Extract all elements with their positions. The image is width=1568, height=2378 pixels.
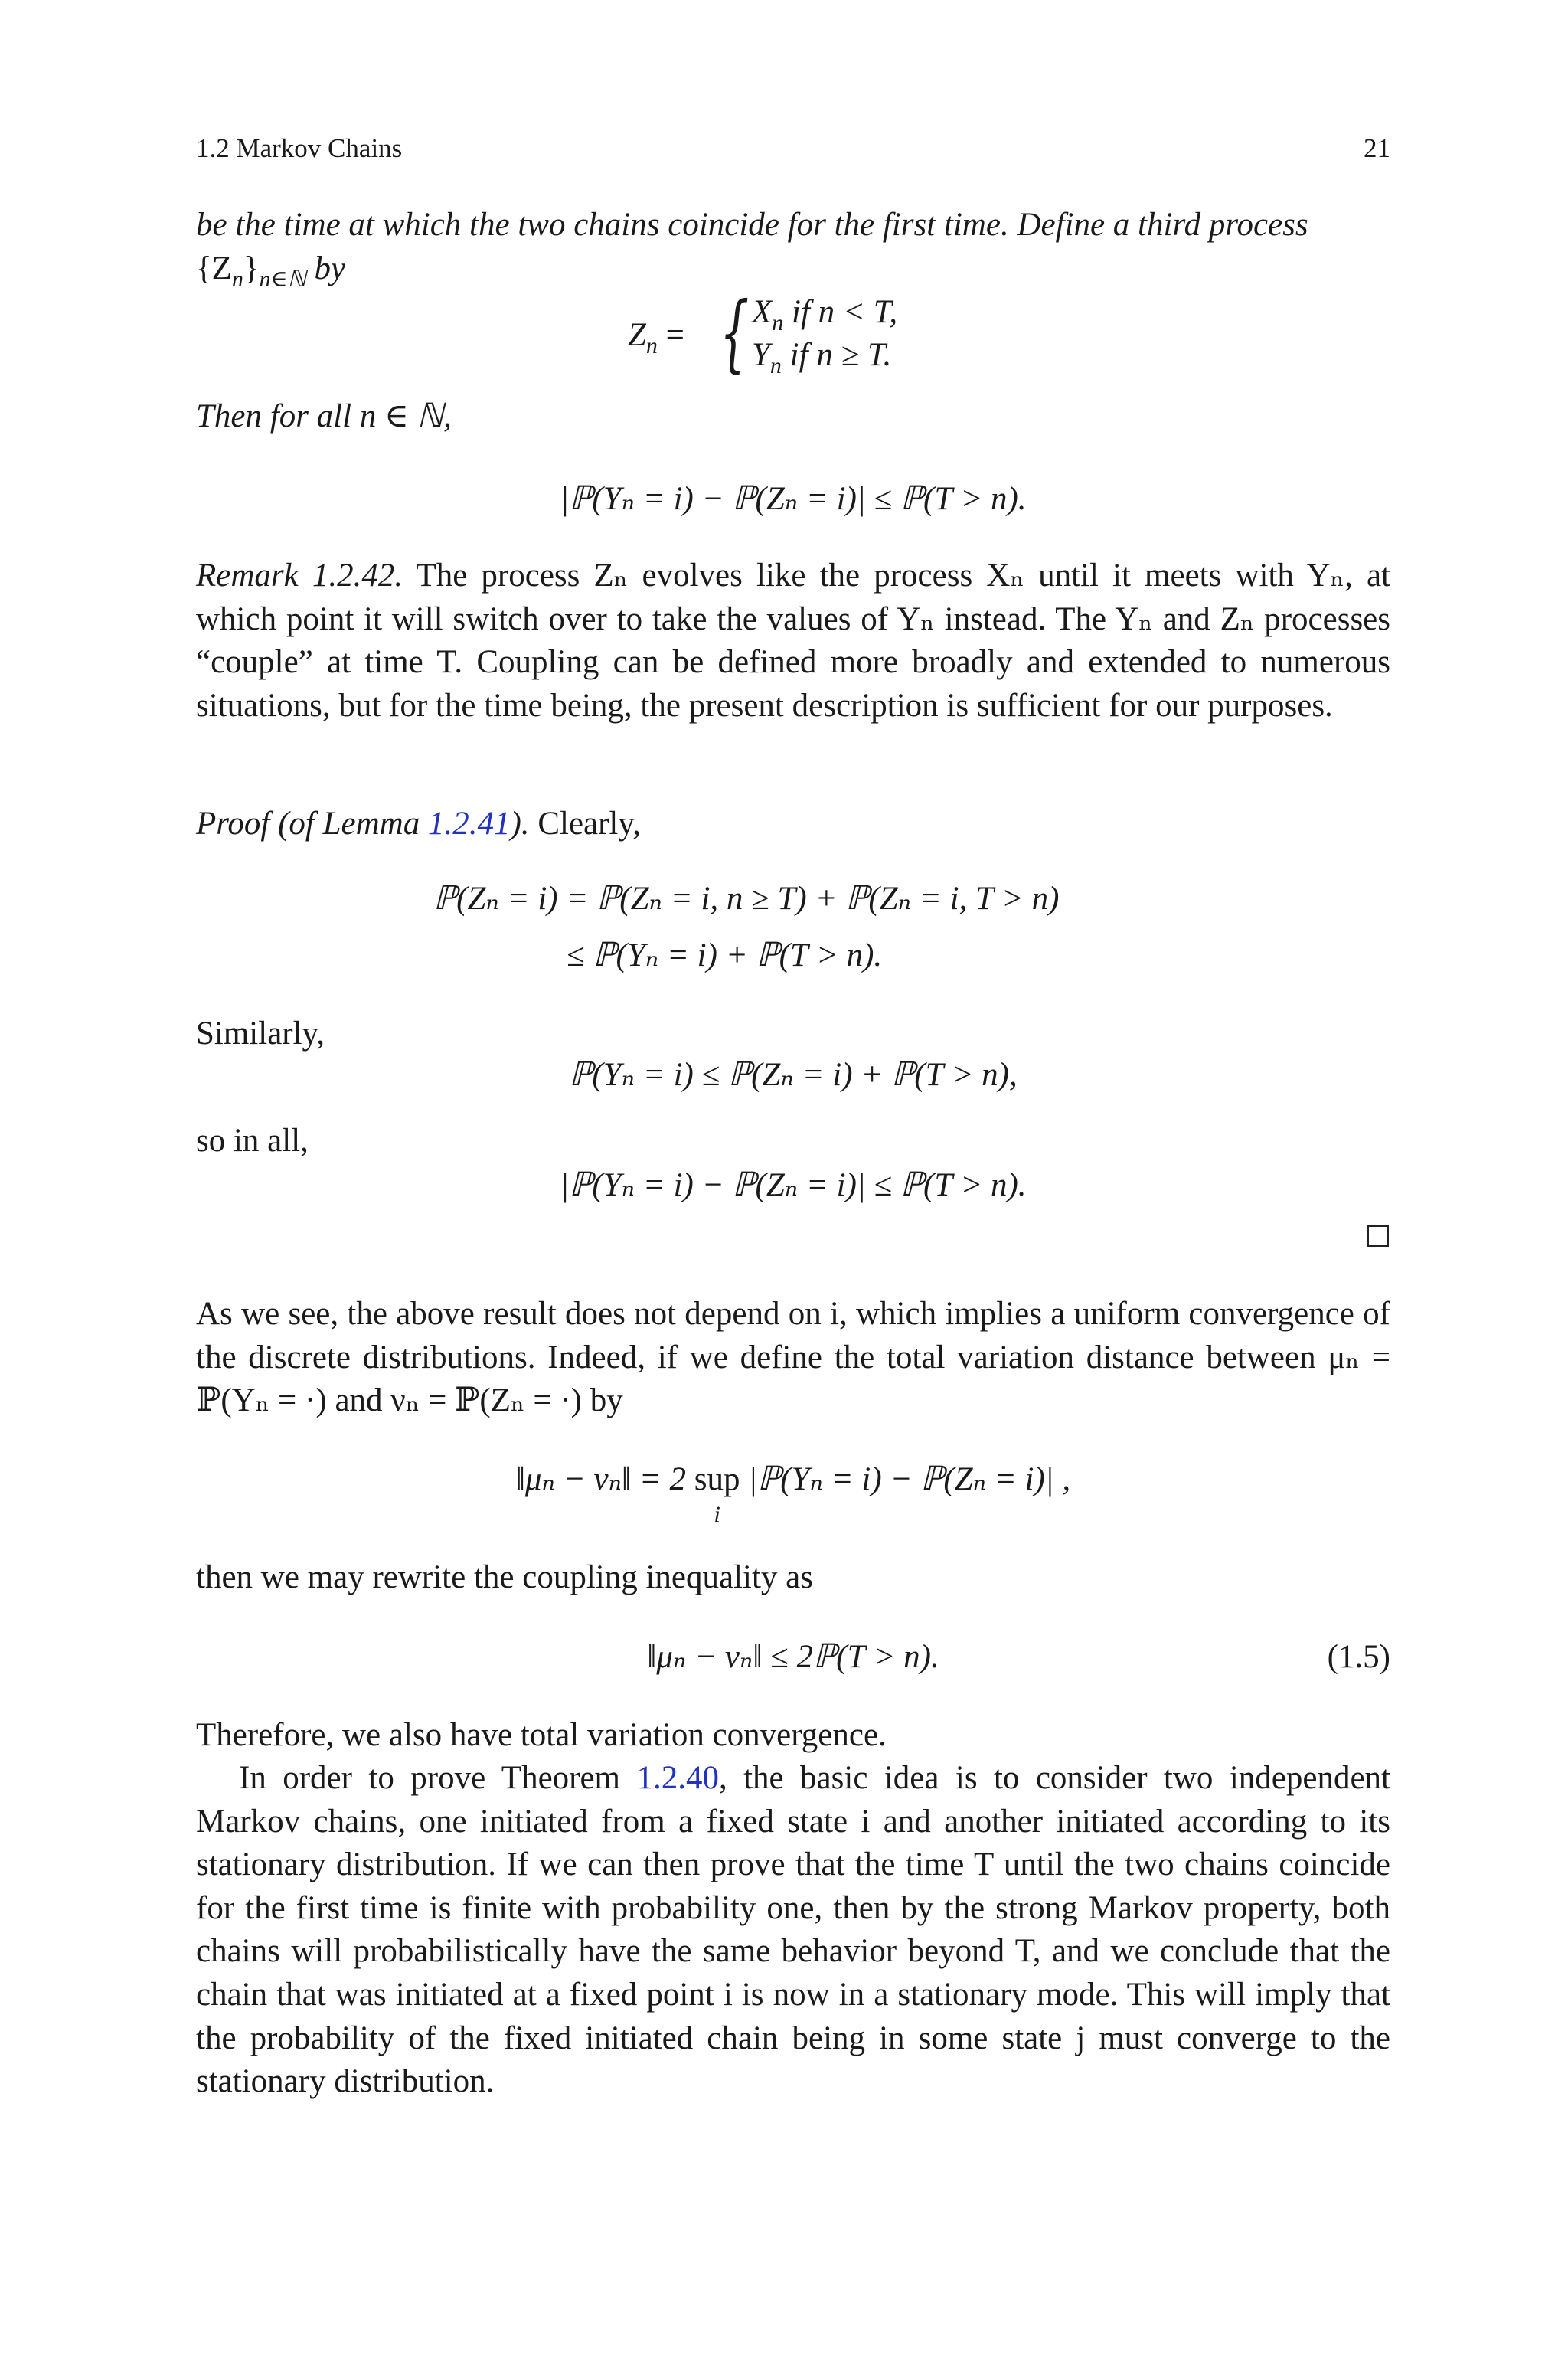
left-brace: { <box>720 283 750 381</box>
lemma-by: by <box>305 250 346 286</box>
proof-label-post: ). <box>510 806 530 842</box>
equation-proof-line-2: ≤ ℙ(Yₙ = i) + ℙ(T > n). <box>567 937 883 973</box>
proof-text: Clearly, <box>529 806 641 842</box>
process-set-open: {Z <box>196 250 232 286</box>
proof-label-pre: Proof (of Lemma <box>196 806 428 842</box>
tv-right: |ℙ(Yₙ = i) − ℙ(Zₙ = i)| , <box>740 1461 1071 1497</box>
case-2: $Y_n$ if n ≥ T. <box>752 337 892 378</box>
equation-proof-line-1: ℙ(Zₙ = i) = ℙ(Zₙ = i, n ≥ T) + ℙ(Zₙ = i, T > n) <box>433 881 1060 917</box>
similarly-text: Similarly, <box>196 1016 325 1052</box>
equation-coupling-inequality: |ℙ(Yₙ = i) − ℙ(Zₙ = i)| ≤ ℙ(T > n). <box>560 481 1027 517</box>
equation-so-in-all: |ℙ(Yₙ = i) − ℙ(Zₙ = i)| ≤ ℙ(T > n). <box>560 1167 1027 1203</box>
equation-number: (1.5) <box>1327 1639 1390 1675</box>
sup-index: i <box>714 1502 720 1527</box>
case-1: $X_n$ if n < T, <box>752 294 898 335</box>
rewrite-intro: then we may rewrite the coupling inequality as <box>196 1559 813 1595</box>
therefore-paragraph: Therefore, we also have total variation convergence. <box>196 1717 887 1753</box>
remark-paragraph <box>196 554 1390 728</box>
theorem-link[interactable]: 1.2.40 <box>636 1760 719 1796</box>
piecewise-equals: = <box>657 317 684 353</box>
sup-operator: sup i <box>694 1458 740 1501</box>
remark-text: The process Zₙ evolves like the process Xₙ until it meets with Yₙ, at which point it will switch over to take the values of Yₙ instead. The Yₙ and Zₙ processes “couple” at time T. Coupling can be defined more broadly and extended to numerous situations, but for the time being, the present description is sufficient for our purposes. <box>196 558 1391 724</box>
lemma-link[interactable]: 1.2.41 <box>427 806 511 842</box>
remark-label: Remark 1.2.42. <box>196 558 403 594</box>
theorem-proof-paragraph <box>196 1757 1390 2104</box>
piecewise-lhs-sub: n <box>645 333 658 358</box>
section-title: 1.2 Markov Chains <box>196 133 403 163</box>
page-number: 21 <box>1364 133 1390 163</box>
running-header <box>196 132 1390 165</box>
process-set-index: n∈ℕ <box>259 266 306 292</box>
process-set-close: } <box>243 250 260 286</box>
total-variation-paragraph: As we see, the above result does not depend on i, which implies a uniform convergence of the discrete distributions. Indeed, if we define the total variation distance between μₙ = ℙ(Yₙ = ·) and νₙ = ℙ(Zₙ = ·) by <box>196 1296 1390 1419</box>
equation-1-5: ‖μₙ − νₙ‖ ≤ 2ℙ(T > n). <box>647 1639 939 1675</box>
qed-square-icon <box>1367 1225 1389 1247</box>
equation-total-variation <box>196 1458 1390 1527</box>
piecewise-lhs: Z <box>628 317 646 353</box>
so-in-all-text: so in all, <box>196 1123 309 1159</box>
equation-similarly: ℙ(Yₙ = i) ≤ ℙ(Zₙ = i) + ℙ(T > n), <box>569 1057 1018 1093</box>
tv-left: ‖μₙ − νₙ‖ = 2 <box>515 1461 694 1497</box>
lemma-line-1: be the time at which the two chains coincide for the first time. Define a third process <box>196 207 1308 243</box>
p6-pre: In order to prove Theorem <box>239 1760 637 1796</box>
proof-intro <box>196 803 1390 846</box>
process-set-sub: n <box>231 266 243 292</box>
piecewise-cases <box>752 291 897 377</box>
lemma-continuation <box>196 204 1390 293</box>
then-for-all: Then for all n ∈ ℕ, <box>196 398 452 434</box>
p6-post: , the basic idea is to consider two independent Markov chains, one initiated from a fixed state i and another initiated according to its stationary distribution. If we can then prove that the time T until the two chains coincide for the first time is finite with probability one, then by the strong Markov property, both chains will probabilistically have the same behavior beyond T, and we conclude that the chain that was initiated at a fixed point i is now in a stationary mode. This will imply that the probability of the fixed initiated chain being in some state j must converge to the stationary distribution. <box>196 1760 1391 2100</box>
